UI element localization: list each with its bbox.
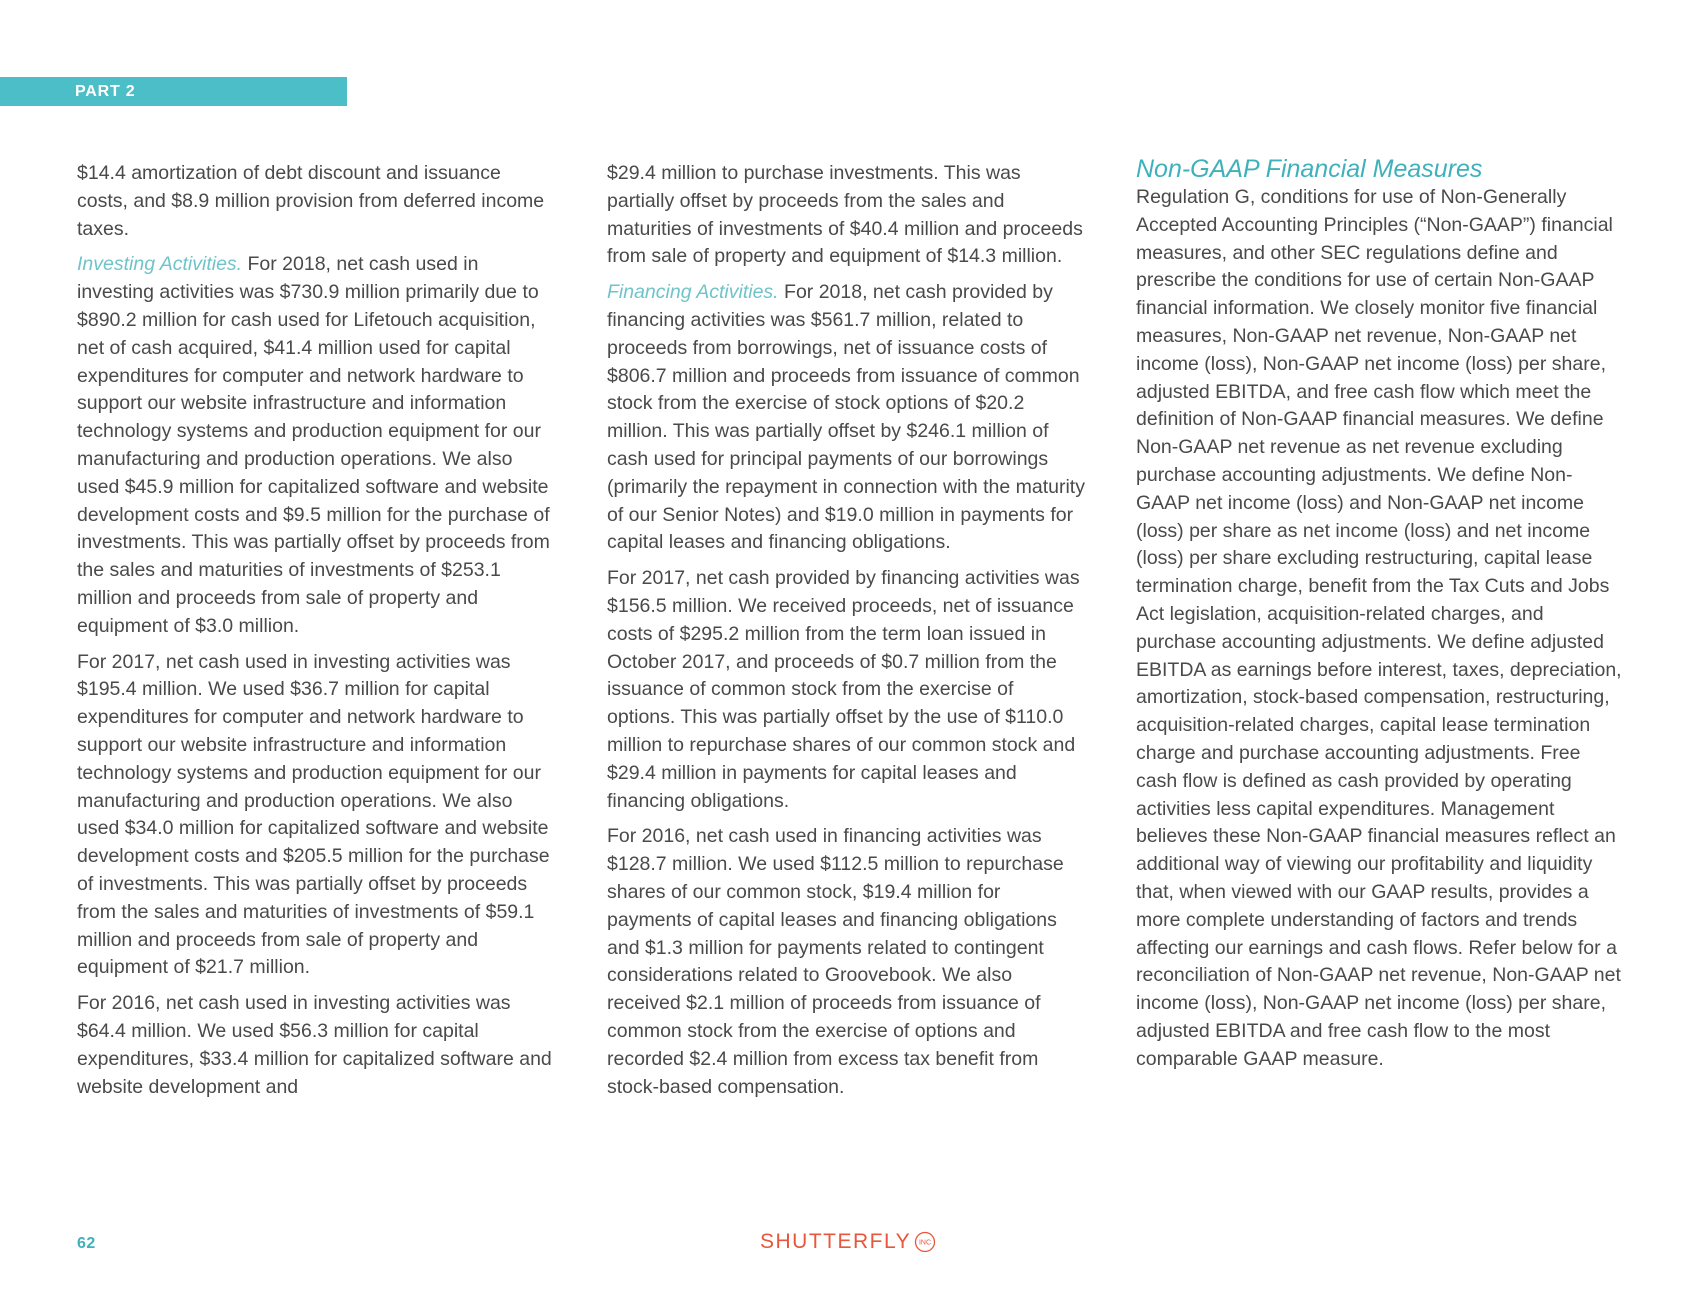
logo-text: SHUTTERFLY: [760, 1230, 912, 1253]
financing-activities-lead: Financing Activities.: [607, 281, 779, 304]
shutterfly-logo: [760, 1230, 936, 1254]
paragraph: For 2016, net cash used in investing activities was $64.4 million. We used $56.3 million for capital expenditures, $33.4 million for capitalized software and website development and: [77, 992, 552, 1098]
inc-badge-label: INC: [919, 1239, 932, 1247]
paragraph: $14.4 amortization of debt discount and issuance costs, and $8.9 million provision from deferred income taxes.: [77, 162, 545, 240]
financing-activities-body: For 2018, net cash provided by financing activities was $561.7 million, related to proceeds from borrowings, net of issuance costs of $806.7 million and proceeds from issuance of common stock from the exercise of stock options of $20.2 million. This was partially offset by $246.1 million of cash used for principal payments of our borrowings (primarily the repayment in connection with the maturity of our Senior Notes) and $19.0 million in payments for capital leases and financing obligations.: [607, 281, 1085, 554]
paragraph: $29.4 million to purchase investments. This was partially offset by proceeds from the sales and maturities of investments of $40.4 million and proceeds from sale of property and equipment of $14.3 million.: [607, 162, 1083, 268]
paragraph-investing-activities: [77, 251, 557, 640]
section-title: Non-GAAP Financial Measures: [1136, 155, 1483, 183]
page-number: 62: [77, 1235, 96, 1252]
text-column-2: [607, 160, 1087, 1109]
text-column-3: [1136, 152, 1626, 1082]
paragraph: For 2017, net cash provided by financing activities was $156.5 million. We received proceeds, net of issuance costs of $295.2 million from the term loan issued in October 2017, and proceeds of $0.7 million from the issuance of common stock from the exercise of options. This was partially offset by the use of $110.0 million to repurchase shares of our common stock and $29.4 million in payments for capital leases and financing obligations.: [607, 567, 1080, 812]
paragraph: For 2016, net cash used in financing activities was $128.7 million. We used $112.5 million to repurchase shares of our common stock, $19.4 million for payments of capital leases and financing obligations and $1.3 million for payments related to contingent considerations related to Groovebook. We also received $2.1 million of proceeds from issuance of common stock from the exercise of options and recorded $2.4 million from excess tax benefit from stock-based compensation.: [607, 825, 1064, 1098]
paragraph: For 2017, net cash used in investing activities was $195.4 million. We used $36.7 million for capital expenditures for computer and network hardware to support our website infrastructure and information technology systems and production equipment for our manufacturing and production operations. We also used $34.0 million for capitalized software and website development costs and $205.5 million for the purchase of investments. This was partially offset by proceeds from the sales and maturities of investments of $59.1 million and proceeds from sale of property and equipment of $21.7 million.: [77, 650, 550, 979]
inc-badge-icon: [914, 1231, 936, 1253]
part-label: PART 2: [75, 83, 136, 100]
paragraph: Regulation G, conditions for use of Non-Generally Accepted Accounting Principles (“Non-GAAP”) financial measures, and other SEC regulations define and prescribe the conditions for use of certain Non-GAAP financial information. We closely monitor five financial measures, Non-GAAP net revenue, Non-GAAP net income (loss), Non-GAAP net income (loss) per share, adjusted EBITDA, and free cash flow which meet the definition of Non-GAAP financial measures. We define Non-GAAP net revenue as net revenue excluding purchase accounting adjustments. We define Non-GAAP net income (loss) and Non-GAAP net income (loss) per share as net income (loss) and net income (loss) per share excluding restructuring, capital lease termination charge, benefit from the Tax Cuts and Jobs Act legislation, acquisition-related charges, and purchase accounting adjustments. We define adjusted EBITDA as earnings before interest, taxes, depreciation, amortization, stock-based compensation, restructuring, acquisition-related charges, capital lease termination charge and purchase accounting adjustments. Free cash flow is defined as cash provided by operating activities less capital expenditures. Management believes these Non-GAAP financial measures reflect an additional way of viewing our profitability and liquidity that, when viewed with our GAAP results, provides a more complete understanding of factors and trends affecting our earnings and cash flows. Refer below for a reconciliation of Non-GAAP net revenue, Non-GAAP net income (loss), Non-GAAP net income (loss) per share, adjusted EBITDA and free cash flow to the most comparable GAAP measure.: [1136, 186, 1622, 1070]
text-column-1: [77, 160, 557, 1109]
investing-activities-lead: Investing Activities.: [77, 253, 243, 276]
part-banner: [0, 77, 347, 106]
paragraph-financing-activities: [607, 279, 1087, 557]
investing-activities-body: For 2018, net cash used in investing activities was $730.9 million primarily due to $890.2 million for cash used for Lifetouch acquisition, net of cash acquired, $41.4 million used for capital expenditures for computer and network hardware to support our website infrastructure and information technology systems and production equipment for our manufacturing and production operations. We also used $45.9 million for capitalized software and website development costs and $9.5 million for the purchase of investments. This was partially offset by proceeds from the sales and maturities of investments of $253.1 million and proceeds from sale of property and equipment of $3.0 million.: [77, 253, 550, 637]
